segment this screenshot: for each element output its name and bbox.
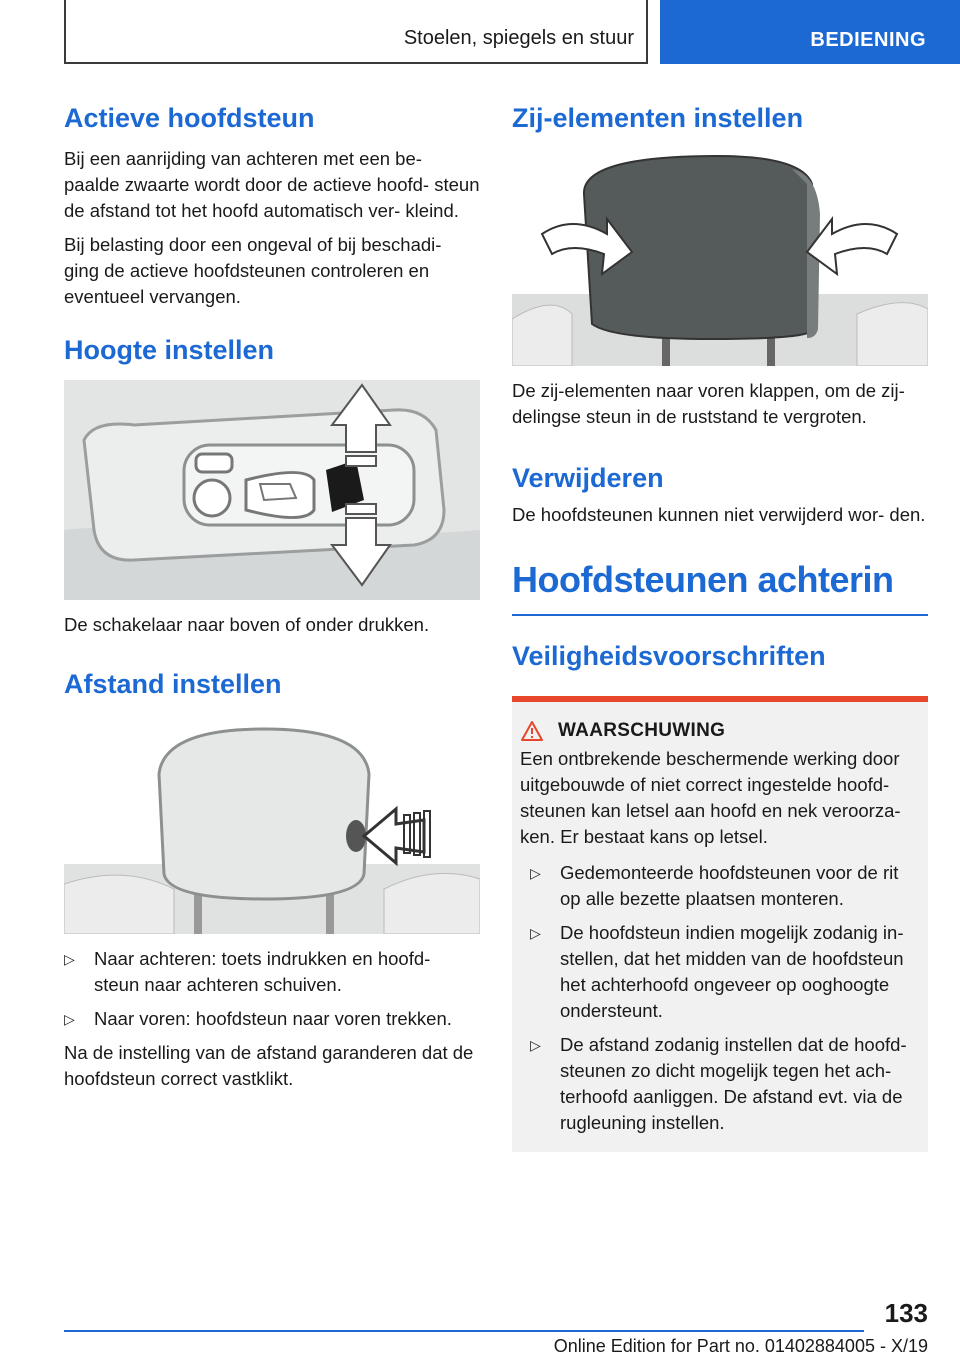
chapter-header bbox=[64, 0, 648, 64]
caption-height: De schakelaar naar boven of onder drukken. bbox=[64, 614, 430, 635]
paragraph-distance: Na de instelling van de afstand garanderen dat de hoofdsteun correct vastklikt. bbox=[64, 1042, 474, 1089]
triangle-bullet-icon: ▷ bbox=[64, 1011, 75, 1027]
warning-box bbox=[512, 696, 928, 1152]
warning-triangle-icon bbox=[520, 720, 544, 742]
chapter-title: Stoelen, spiegels en stuur bbox=[403, 27, 634, 49]
heading-rear-headrests: Hoofdsteunen achterin bbox=[512, 556, 928, 616]
warning-header bbox=[520, 720, 920, 742]
section-title: BEDIENING bbox=[810, 29, 926, 51]
side-elements-illustration bbox=[512, 154, 928, 366]
triangle-bullet-icon: ▷ bbox=[530, 925, 541, 941]
triangle-bullet-icon: ▷ bbox=[530, 1037, 541, 1053]
list-item: ▷ Naar achteren: toets indrukken en hoofd- steun naar achteren schuiven. bbox=[64, 948, 431, 995]
list-item: ▷ De hoofdsteun indien mogelijk zodanig in- stellen, dat het midden van de hoofdsteun het achterhoofd ongeveer op ooghoogte ondersteunt. bbox=[530, 922, 904, 1021]
distance-steps bbox=[64, 946, 480, 1032]
heading-height: Hoogte instellen bbox=[64, 335, 275, 365]
list-item: ▷ Gedemonteerde hoofdsteunen voor de rit op alle bezette plaatsen monteren. bbox=[530, 862, 899, 909]
page-number: 133 bbox=[884, 1298, 928, 1328]
height-switch-illustration bbox=[64, 380, 480, 600]
heading-distance: Afstand instellen bbox=[64, 669, 282, 699]
heading-remove: Verwijderen bbox=[512, 463, 664, 493]
triangle-bullet-icon: ▷ bbox=[530, 865, 541, 881]
section-header bbox=[660, 0, 960, 64]
left-column bbox=[64, 100, 480, 1100]
warning-title: WAARSCHUWING bbox=[558, 720, 726, 741]
heading-active-headrest: Actieve hoofdsteun bbox=[64, 103, 315, 133]
warning-list bbox=[520, 860, 920, 1136]
paragraph-active-1: Bij een aanrijding van achteren met een be- paalde zwaarte wordt door de actieve hoofd- steun de afstand tot het hoofd automatisch ver- kleind. bbox=[64, 148, 480, 221]
triangle-bullet-icon: ▷ bbox=[64, 951, 75, 967]
paragraph-remove: De hoofdsteunen kunnen niet verwijderd wor- den. bbox=[512, 504, 926, 525]
heading-side-elements: Zij-elementen instellen bbox=[512, 103, 804, 133]
heading-safety: Veiligheidsvoorschriften bbox=[512, 641, 826, 671]
list-item: ▷ De afstand zodanig instellen dat de hoofd- steunen zo dicht mogelijk tegen het ach- terhoofd aanliggen. De afstand evt. via de rugleuning instellen. bbox=[530, 1034, 907, 1133]
caption-side-elements: De zij-elementen naar voren klappen, om de zij- delingse steun in de ruststand te vergroten. bbox=[512, 380, 905, 427]
list-item: ▷ Naar voren: hoofdsteun naar voren trekken. bbox=[64, 1006, 480, 1032]
headrest-distance-illustration bbox=[64, 714, 480, 934]
footer-divider bbox=[64, 1330, 864, 1332]
edition-note: Online Edition for Part no. 01402884005 - X/19 bbox=[553, 1336, 928, 1356]
paragraph-active-2: Bij belasting door een ongeval of bij beschadi- ging de actieve hoofdsteunen controleren en eventueel vervangen. bbox=[64, 234, 442, 307]
right-column bbox=[512, 100, 928, 1152]
warning-text: Een ontbrekende beschermende werking door uitgebouwde of niet correct ingestelde hoofd- steunen kan letsel aan hoofd en nek veroorza- ken. Er bestaat kans op letsel. bbox=[520, 748, 901, 847]
